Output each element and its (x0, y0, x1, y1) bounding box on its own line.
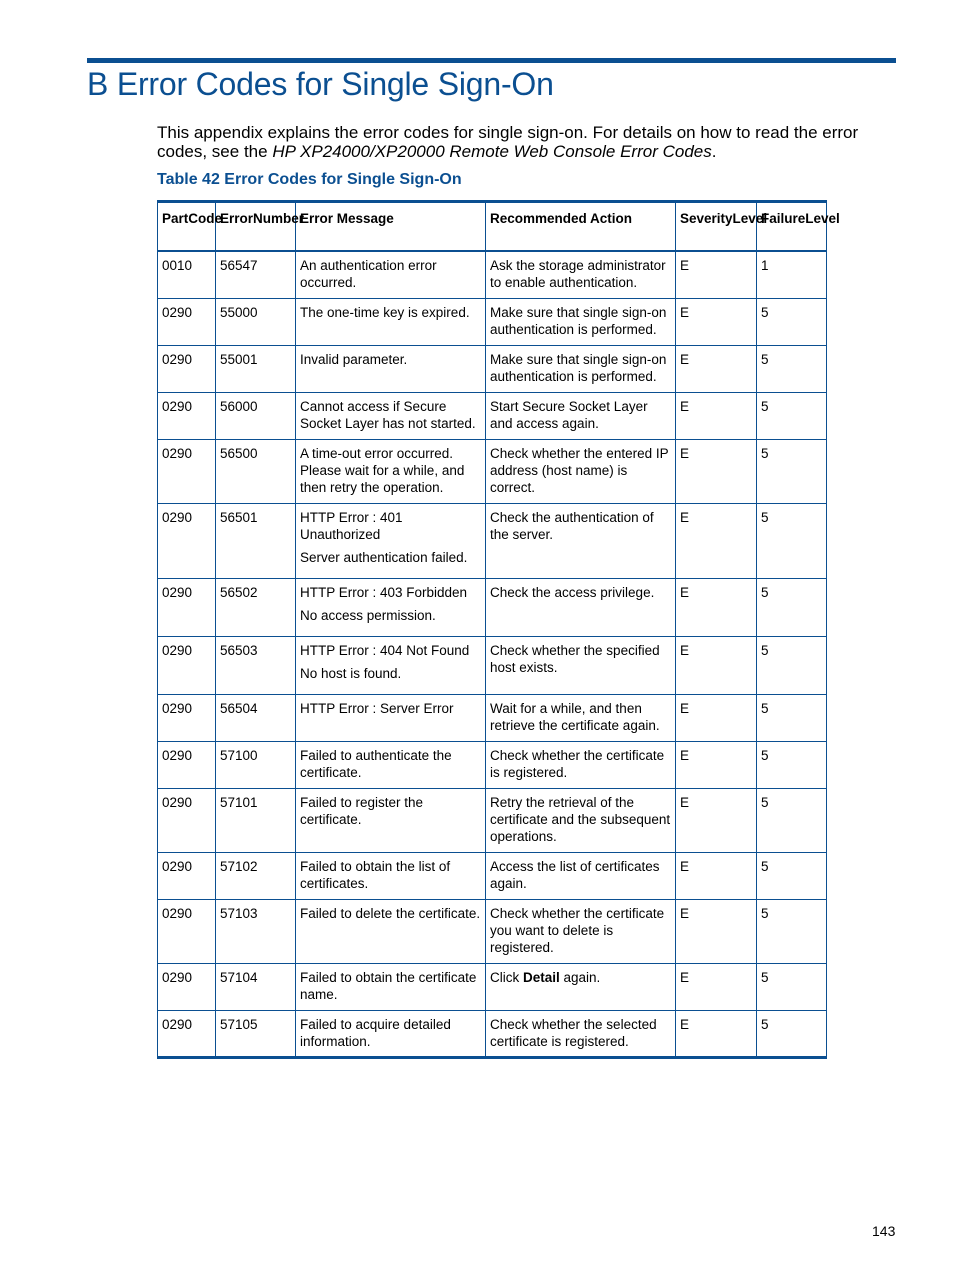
header-severity-level: SeverityLevel (676, 202, 757, 252)
cell-error-number: 56547 (216, 251, 296, 298)
cell-error-number: 56503 (216, 636, 296, 694)
cell-severity-level: E (676, 251, 757, 298)
cell-recommended-action (486, 852, 676, 899)
cell-error-number: 55000 (216, 298, 296, 345)
table-row (158, 1010, 827, 1057)
action-text: Start Secure Socket Layer and access again. (490, 398, 648, 431)
cell-severity-level: E (676, 439, 757, 503)
table-row (158, 345, 827, 392)
cell-part-code: 0290 (158, 741, 216, 788)
table-row (158, 578, 827, 636)
cell-error-number: 57103 (216, 899, 296, 963)
action-text: Check whether the selected certificate is registered. (490, 1016, 657, 1049)
header-failure-level: FailureLevel (757, 202, 827, 252)
cell-recommended-action (486, 963, 676, 1010)
cell-error-message (296, 694, 486, 741)
cell-part-code: 0290 (158, 852, 216, 899)
cell-failure-level: 5 (757, 741, 827, 788)
table-row (158, 392, 827, 439)
cell-error-number: 57101 (216, 788, 296, 852)
cell-failure-level: 5 (757, 578, 827, 636)
cell-error-number: 57105 (216, 1010, 296, 1057)
top-rule (87, 58, 896, 63)
cell-error-number: 57102 (216, 852, 296, 899)
cell-error-message (296, 503, 486, 578)
action-text: Check whether the specified host exists. (490, 642, 660, 675)
error-message-text: The one-time key is expired. (300, 304, 470, 320)
cell-error-number: 56502 (216, 578, 296, 636)
cell-error-number: 57104 (216, 963, 296, 1010)
error-message-text: HTTP Error : Server Error (300, 700, 454, 716)
error-message-text: Failed to authenticate the certificate. (300, 747, 452, 780)
cell-error-message (296, 741, 486, 788)
cell-part-code: 0290 (158, 1010, 216, 1057)
cell-failure-level: 5 (757, 852, 827, 899)
error-message-text: A time-out error occurred. Please wait for a while, and then retry the operation. (300, 445, 465, 495)
error-message-text: Invalid parameter. (300, 351, 408, 367)
error-message-text: HTTP Error : 404 Not Found (300, 642, 470, 658)
action-text: Make sure that single sign-on authentication is performed. (490, 304, 667, 337)
cell-recommended-action (486, 298, 676, 345)
table-row (158, 503, 827, 578)
cell-failure-level: 5 (757, 1010, 827, 1057)
intro-text-end: . (711, 142, 717, 161)
action-text: Wait for a while, and then retrieve the certificate again. (490, 700, 660, 733)
table-row (158, 788, 827, 852)
cell-failure-level: 5 (757, 439, 827, 503)
cell-failure-level: 5 (757, 298, 827, 345)
cell-error-message (296, 392, 486, 439)
action-text: Access the list of certificates again. (490, 858, 660, 891)
cell-part-code: 0290 (158, 788, 216, 852)
cell-failure-level: 5 (757, 963, 827, 1010)
table-row (158, 439, 827, 503)
intro-text: This appendix explains the error codes for single sign-on. For details on how to read the error codes, see the (157, 123, 859, 161)
cell-severity-level: E (676, 298, 757, 345)
error-message-detail: No host is found. (300, 665, 402, 681)
page-number: 143 (872, 1223, 896, 1239)
cell-part-code: 0290 (158, 694, 216, 741)
error-message-text: HTTP Error : 403 Forbidden (300, 584, 468, 600)
cell-recommended-action (486, 503, 676, 578)
cell-part-code: 0290 (158, 392, 216, 439)
cell-part-code: 0290 (158, 899, 216, 963)
cell-error-message (296, 963, 486, 1010)
table-row (158, 741, 827, 788)
cell-error-message (296, 578, 486, 636)
cell-severity-level: E (676, 694, 757, 741)
action-text: Check the authentication of the server. (490, 509, 654, 542)
cell-severity-level: E (676, 503, 757, 578)
cell-error-message (296, 298, 486, 345)
cell-failure-level: 1 (757, 251, 827, 298)
header-error-number: ErrorNumber (216, 202, 296, 252)
table-caption: Table 42 Error Codes for Single Sign-On (157, 171, 462, 188)
table-header-row (158, 202, 827, 252)
error-message-text: Failed to register the certificate. (300, 794, 424, 827)
cell-part-code: 0290 (158, 503, 216, 578)
cell-part-code: 0010 (158, 251, 216, 298)
cell-error-message (296, 852, 486, 899)
header-error-message: Error Message (296, 202, 486, 252)
cell-error-message (296, 788, 486, 852)
cell-severity-level: E (676, 963, 757, 1010)
error-codes-table (157, 200, 840, 1059)
chapter-title: B Error Codes for Single Sign-On (87, 66, 554, 102)
action-text: Check the access privilege. (490, 584, 655, 600)
cell-recommended-action (486, 578, 676, 636)
intro-paragraph (157, 123, 877, 161)
cell-error-message (296, 899, 486, 963)
action-text: Click (490, 969, 523, 985)
header-part-code: PartCode (158, 202, 216, 252)
error-message-detail: No access permission. (300, 607, 436, 623)
error-message-text: Failed to acquire detailed information. (300, 1016, 451, 1049)
action-text: Check whether the certificate is registered. (490, 747, 665, 780)
action-text: Ask the storage administrator to enable authentication. (490, 258, 666, 290)
cell-error-number: 56500 (216, 439, 296, 503)
cell-recommended-action (486, 788, 676, 852)
action-ui-term: Detail (523, 969, 560, 985)
error-message-text: An authentication error occurred. (300, 258, 437, 290)
cell-error-number: 56501 (216, 503, 296, 578)
cell-failure-level: 5 (757, 503, 827, 578)
action-text: Check whether the entered IP address (host name) is correct. (490, 445, 669, 495)
cell-recommended-action (486, 1010, 676, 1057)
cell-recommended-action (486, 899, 676, 963)
table-row (158, 298, 827, 345)
cell-error-number: 56504 (216, 694, 296, 741)
cell-error-message (296, 439, 486, 503)
cell-failure-level: 5 (757, 345, 827, 392)
cell-failure-level: 5 (757, 636, 827, 694)
cell-severity-level: E (676, 578, 757, 636)
cell-error-message (296, 251, 486, 298)
action-text: Make sure that single sign-on authentication is performed. (490, 351, 667, 384)
cell-part-code: 0290 (158, 578, 216, 636)
error-message-text: Failed to obtain the list of certificates. (300, 858, 451, 891)
cell-severity-level: E (676, 1010, 757, 1057)
cell-severity-level: E (676, 392, 757, 439)
error-message-text: Failed to obtain the certificate name. (300, 969, 477, 1002)
cell-failure-level: 5 (757, 694, 827, 741)
header-recommended-action: Recommended Action (486, 202, 676, 252)
table-row (158, 694, 827, 741)
cell-error-number: 56000 (216, 392, 296, 439)
cell-severity-level: E (676, 636, 757, 694)
cell-recommended-action (486, 694, 676, 741)
cell-recommended-action (486, 392, 676, 439)
cell-severity-level: E (676, 741, 757, 788)
cell-part-code: 0290 (158, 345, 216, 392)
cell-part-code: 0290 (158, 439, 216, 503)
cell-recommended-action (486, 345, 676, 392)
action-text: Check whether the certificate you want to delete is registered. (490, 905, 665, 955)
cell-failure-level: 5 (757, 788, 827, 852)
cell-recommended-action (486, 439, 676, 503)
cell-failure-level: 5 (757, 899, 827, 963)
error-message-detail: Server authentication failed. (300, 549, 468, 565)
cell-recommended-action (486, 251, 676, 298)
cell-error-message (296, 636, 486, 694)
table-row (158, 963, 827, 1010)
error-message-text: Failed to delete the certificate. (300, 905, 481, 921)
cell-error-message (296, 345, 486, 392)
cell-part-code: 0290 (158, 298, 216, 345)
action-text-end: again. (559, 969, 601, 985)
cell-failure-level: 5 (757, 392, 827, 439)
cell-severity-level: E (676, 345, 757, 392)
cell-severity-level: E (676, 788, 757, 852)
table-row (158, 251, 827, 298)
cell-error-number: 57100 (216, 741, 296, 788)
error-message-text: HTTP Error : 401 Unauthorized (300, 509, 403, 542)
cell-severity-level: E (676, 899, 757, 963)
cell-severity-level: E (676, 852, 757, 899)
cell-part-code: 0290 (158, 963, 216, 1010)
cell-part-code: 0290 (158, 636, 216, 694)
cell-recommended-action (486, 741, 676, 788)
intro-doc-reference: HP XP24000/XP20000 Remote Web Console Error Codes (272, 142, 712, 161)
table-row (158, 852, 827, 899)
cell-error-message (296, 1010, 486, 1057)
cell-error-number: 55001 (216, 345, 296, 392)
table-row (158, 899, 827, 963)
table-row (158, 636, 827, 694)
cell-recommended-action (486, 636, 676, 694)
error-message-text: Cannot access if Secure Socket Layer has not started. (300, 398, 476, 431)
action-text: Retry the retrieval of the certificate and the subsequent operations. (490, 794, 671, 844)
